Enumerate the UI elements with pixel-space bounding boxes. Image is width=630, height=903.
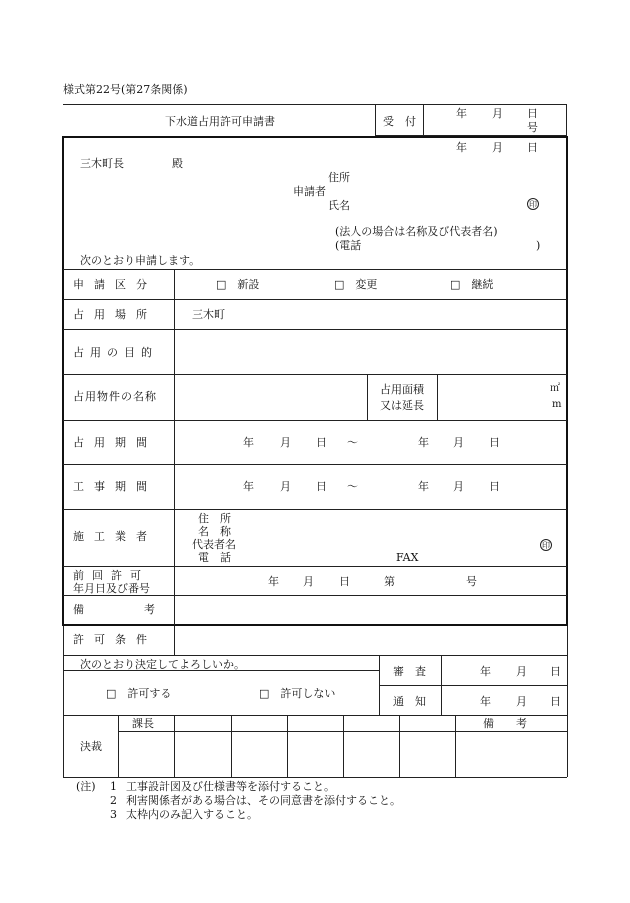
review-year: 年	[480, 665, 491, 678]
conditions-label: 許可条件	[73, 633, 157, 646]
note-3-number: 3	[110, 808, 117, 821]
approval-remarks-label: 備 考	[483, 717, 527, 730]
received-day: 日	[527, 107, 538, 120]
period-label: 占用期間	[73, 436, 157, 449]
section-chief-label: 課長	[132, 717, 154, 730]
form-title: 下水道占用許可申請書	[165, 115, 275, 128]
decision-text: 次のとおり決定してよろしいか。	[80, 658, 245, 671]
previous-day: 日	[339, 575, 350, 588]
object-input[interactable]	[175, 375, 366, 419]
previous-number-suffix: 号	[466, 575, 477, 588]
honorific: 殿	[172, 157, 183, 170]
application-month: 月	[492, 141, 503, 154]
area-unit-sqm: ㎡	[550, 383, 560, 394]
received-year: 年	[456, 107, 467, 120]
place-label: 占用場所	[73, 308, 157, 321]
note-2-number: 2	[110, 794, 117, 807]
construction-start-year: 年	[243, 480, 254, 493]
remarks-label: 備考	[73, 603, 215, 616]
review-day: 日	[550, 665, 561, 678]
previous-label-1: 前回許可	[73, 569, 149, 582]
approval-label: 決裁	[80, 740, 102, 753]
remarks-input[interactable]	[175, 596, 565, 624]
construction-end-month: 月	[453, 480, 464, 493]
period-tilde: ～	[347, 436, 358, 449]
previous-number-prefix: 第	[384, 575, 395, 588]
option-new-checkbox[interactable]: □ 新設	[216, 278, 260, 291]
construction-tilde: ～	[347, 480, 358, 493]
note-1-text: 工事設計図及び仕様書等を添付すること。	[126, 780, 335, 793]
application-day: 日	[527, 141, 538, 154]
option-change-checkbox[interactable]: □ 変更	[334, 278, 378, 291]
purpose-label: 占用の目的	[73, 346, 158, 359]
contractor-phone-label: 電 話	[198, 551, 231, 564]
deny-checkbox[interactable]: □ 許可しない	[259, 687, 336, 700]
notice-year: 年	[480, 695, 491, 708]
review-month: 月	[516, 665, 527, 678]
period-end-day: 日	[489, 436, 500, 449]
note-1-number: 1	[110, 780, 117, 793]
contractor-seal-icon: 印	[542, 541, 550, 550]
contractor-company-label: 名 称	[198, 525, 231, 538]
notes-prefix: (注)	[76, 780, 96, 793]
contractor-address-label: 住 所	[198, 512, 231, 525]
previous-month: 月	[303, 575, 314, 588]
applicant-label: 申請者	[293, 185, 326, 198]
area-label-1: 占用面積	[380, 383, 424, 396]
application-year: 年	[456, 141, 467, 154]
period-start-month: 月	[280, 436, 291, 449]
construction-end-year: 年	[418, 480, 429, 493]
phone-close: )	[536, 239, 541, 252]
contractor-representative-label: 代表者名	[192, 538, 236, 551]
notice-day: 日	[550, 695, 561, 708]
received-label: 受 付	[383, 115, 416, 128]
category-label: 申請区分	[73, 278, 157, 291]
received-number-suffix: 号	[527, 121, 538, 134]
form-number: 様式第22号(第27条関係)	[63, 83, 188, 96]
construction-label: 工事期間	[73, 480, 157, 493]
phone-label: (電話	[335, 239, 362, 252]
period-end-year: 年	[418, 436, 429, 449]
applicant-seal-icon: 印	[529, 200, 537, 209]
purpose-input[interactable]	[175, 330, 565, 373]
notice-label: 通 知	[393, 695, 426, 708]
notice-month: 月	[516, 695, 527, 708]
period-end-month: 月	[453, 436, 464, 449]
review-label: 審 査	[393, 665, 426, 678]
previous-year: 年	[268, 575, 279, 588]
addressee: 三木町長	[80, 157, 124, 170]
address-label: 住所	[328, 171, 350, 184]
construction-end-day: 日	[489, 480, 500, 493]
name-label: 氏名	[328, 199, 350, 212]
period-start-day: 日	[316, 436, 327, 449]
construction-start-day: 日	[316, 480, 327, 493]
permit-checkbox[interactable]: □ 許可する	[106, 687, 172, 700]
contractor-label: 施工業者	[73, 530, 157, 543]
option-continue-checkbox[interactable]: □ 継続	[450, 278, 494, 291]
place-value[interactable]: 三木町	[192, 308, 225, 321]
previous-label-2: 年月日及び番号	[73, 582, 150, 595]
contractor-fax-label: FAX	[396, 551, 419, 564]
period-start-year: 年	[243, 436, 254, 449]
note-2-text: 利害関係者がある場合は、その同意書を添付すること。	[126, 794, 401, 807]
area-unit-m: m	[552, 399, 562, 410]
request-text: 次のとおり申請します。	[80, 254, 201, 267]
area-label-2: 又は延長	[380, 399, 424, 412]
note-3-text: 太枠内のみ記入すること。	[126, 808, 258, 821]
construction-start-month: 月	[280, 480, 291, 493]
corporate-note: (法人の場合は名称及び代表者名)	[335, 225, 498, 238]
object-label: 占用物件の名称	[73, 390, 157, 403]
received-month: 月	[492, 107, 503, 120]
